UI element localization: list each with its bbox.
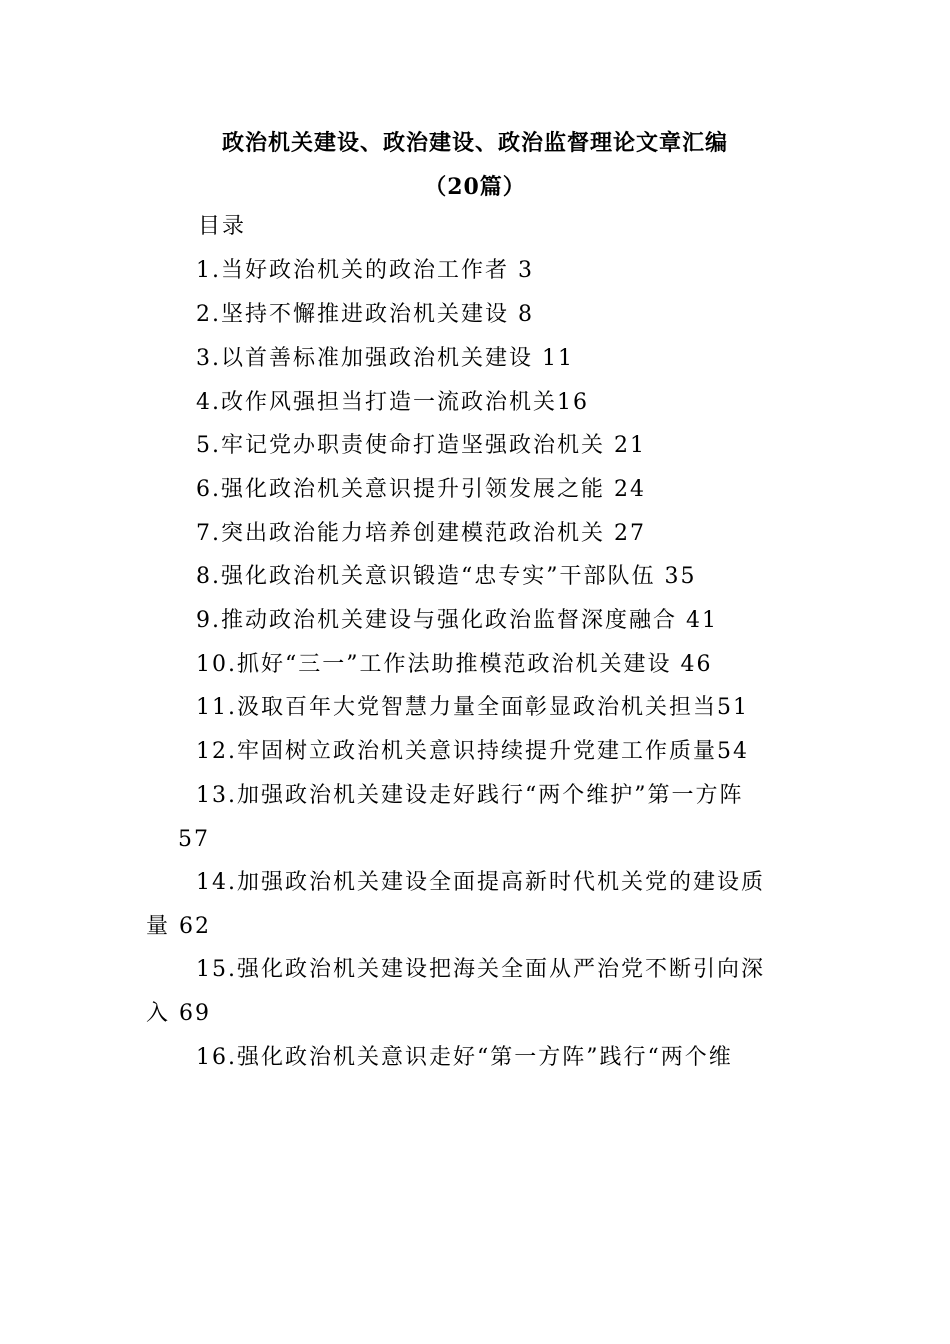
toc-item: 14.加强政治机关建设全面提高新时代机关党的建设质	[196, 870, 765, 895]
toc-item: 16.强化政治机关意识走好“第一方阵”践行“两个维	[196, 1045, 733, 1070]
toc-item-continuation: 量 62	[146, 914, 211, 939]
toc-label: 目录	[198, 214, 247, 239]
toc-item: 6.强化政治机关意识提升引领发展之能 24	[196, 477, 646, 502]
document-subtitle: （20篇）	[424, 174, 526, 200]
toc-item: 2.坚持不懈推进政治机关建设 8	[196, 302, 534, 327]
document-title: 政治机关建设、政治建设、政治监督理论文章汇编	[221, 130, 728, 156]
toc-item: 5.牢记党办职责使命打造坚强政治机关 21	[196, 433, 646, 458]
toc-item: 1.当好政治机关的政治工作者 3	[196, 258, 534, 283]
toc-item-continuation: 57	[178, 827, 210, 852]
toc-item: 7.突出政治能力培养创建模范政治机关 27	[196, 521, 646, 546]
toc-item-continuation: 入 69	[146, 1001, 211, 1026]
toc-item: 15.强化政治机关建设把海关全面从严治党不断引向深	[196, 957, 765, 982]
toc-item: 9.推动政治机关建设与强化政治监督深度融合 41	[196, 608, 718, 633]
toc-item: 8.强化政治机关意识锻造“忠专实”干部队伍 35	[196, 564, 697, 589]
toc-item: 12.牢固树立政治机关意识持续提升党建工作质量54	[196, 739, 749, 764]
toc-item: 4.改作风强担当打造一流政治机关16	[196, 390, 589, 415]
toc-item: 13.加强政治机关建设走好践行“两个维护”第一方阵	[196, 783, 744, 808]
toc-item: 10.抓好“三一”工作法助推模范政治机关建设 46	[196, 652, 713, 677]
toc-item: 3.以首善标准加强政治机关建设 11	[196, 346, 574, 371]
toc-item: 11.汲取百年大党智慧力量全面彰显政治机关担当51	[196, 695, 749, 720]
